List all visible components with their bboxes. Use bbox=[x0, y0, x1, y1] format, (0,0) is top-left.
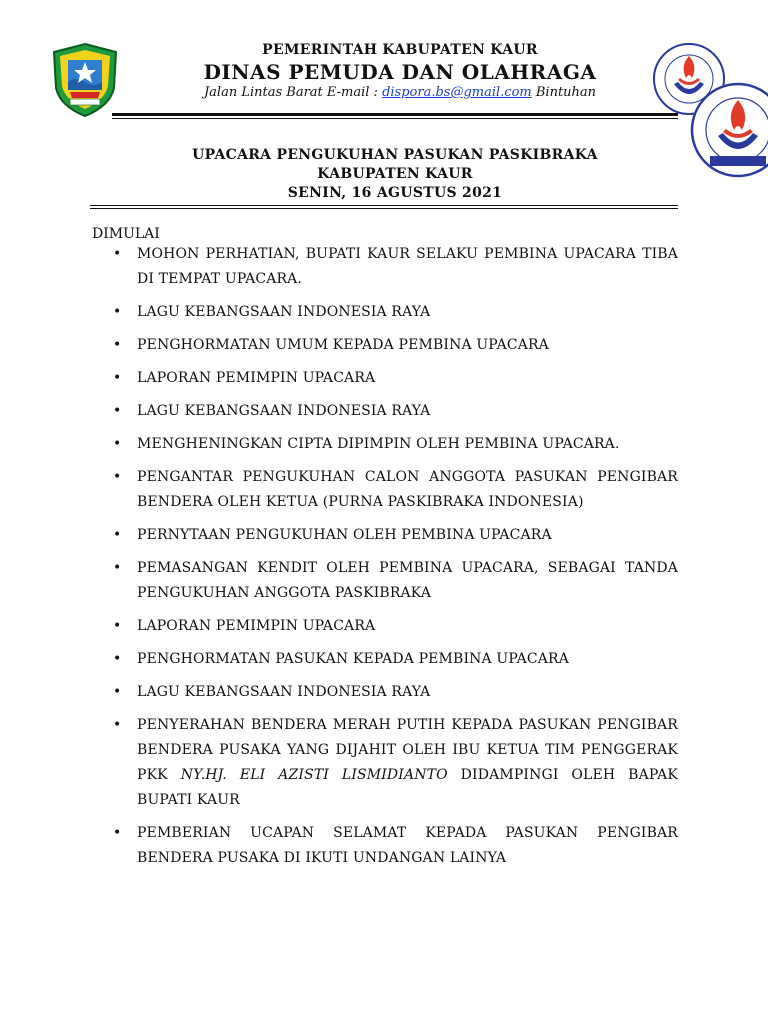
list-item bbox=[112, 713, 678, 813]
list-item bbox=[112, 333, 678, 358]
list-item bbox=[112, 614, 678, 639]
title-divider-bottom bbox=[90, 208, 678, 209]
list-item bbox=[112, 821, 678, 871]
list-item-text: LAGU KEBANGSAAN INDONESIA RAYA bbox=[137, 403, 431, 419]
list-item bbox=[112, 556, 678, 606]
bullet-icon: • bbox=[113, 469, 122, 485]
list-item-text: PENGANTAR PENGUKUHAN CALON ANGGOTA PASUKAN PENGIBAR BENDERA OLEH KETUA (PURNA PASKIBRAKA INDONESIA) bbox=[137, 469, 678, 510]
address-prefix: Jalan Lintas Barat E-mail : bbox=[203, 85, 383, 100]
list-item-text: PEMASANGAN KENDIT OLEH PEMBINA UPACARA, SEBAGAI TANDA PENGUKUHAN ANGGOTA PASKIBRAKA bbox=[137, 560, 678, 601]
list-item-text: MENGHENINGKAN CIPTA DIPIMPIN OLEH PEMBINA UPACARA. bbox=[137, 436, 620, 452]
list-item bbox=[112, 465, 678, 515]
title-divider-top bbox=[90, 205, 678, 206]
list-item bbox=[112, 399, 678, 424]
bullet-icon: • bbox=[113, 684, 122, 700]
list-item-text: PENGHORMATAN UMUM KEPADA PEMBINA UPACARA bbox=[137, 337, 549, 353]
list-item bbox=[112, 647, 678, 672]
list-item-text: LAGU KEBANGSAAN INDONESIA RAYA bbox=[137, 304, 431, 320]
bullet-icon: • bbox=[113, 651, 122, 667]
list-item bbox=[112, 366, 678, 391]
bullet-icon: • bbox=[113, 436, 122, 452]
list-item-text: PENGHORMATAN PASUKAN KEPADA PEMBINA UPACARA bbox=[137, 651, 569, 667]
list-item-text bbox=[137, 717, 678, 808]
bullet-icon: • bbox=[113, 246, 122, 262]
bullet-icon: • bbox=[113, 370, 122, 386]
list-item-text: LAPORAN PEMIMPIN UPACARA bbox=[137, 618, 376, 634]
letterhead-divider-thick bbox=[112, 113, 678, 116]
item-text-part: PENYERAHAN BENDERA MERAH PUTIH KEPADA PASUKAN PENGIBAR BENDERA PUSAKA YANG DIJAHIT OLEH IBU KETUA TIM PENGGERAK PKK bbox=[137, 717, 678, 783]
list-item-text: LAPORAN PEMIMPIN UPACARA bbox=[137, 370, 376, 386]
bullet-icon: • bbox=[113, 825, 122, 841]
document-subtitle: KABUPATEN KAUR bbox=[317, 166, 473, 182]
bullet-icon: • bbox=[113, 560, 122, 576]
letterhead-government: PEMERINTAH KABUPATEN KAUR bbox=[262, 42, 538, 58]
intro-text: DIMULAI bbox=[92, 226, 160, 242]
list-item-text: MOHON PERHATIAN, BUPATI KAUR SELAKU PEMBINA UPACARA TIBA DI TEMPAT UPACARA. bbox=[137, 246, 678, 287]
letterhead-divider-thin bbox=[112, 118, 678, 119]
bullet-icon: • bbox=[113, 304, 122, 320]
list-item-text: PERNYTAAN PENGUKUHAN OLEH PEMBINA UPACARA bbox=[137, 527, 552, 543]
list-item bbox=[112, 523, 678, 548]
list-item bbox=[112, 242, 678, 292]
list-item bbox=[112, 680, 678, 705]
letterhead-agency: DINAS PEMUDA DAN OLAHRAGA bbox=[203, 60, 597, 84]
person-name: NY.HJ. ELI AZISTI LISMIDIANTO bbox=[180, 767, 448, 783]
bullet-icon: • bbox=[113, 527, 122, 543]
list-item-text: LAGU KEBANGSAAN INDONESIA RAYA bbox=[137, 684, 431, 700]
list-item bbox=[112, 300, 678, 325]
bullet-icon: • bbox=[113, 337, 122, 353]
bullet-icon: • bbox=[113, 618, 122, 634]
bullet-icon: • bbox=[113, 717, 122, 733]
email-link[interactable]: dispora.bs@gmail.com bbox=[382, 85, 532, 100]
address-suffix: Bintuhan bbox=[531, 85, 597, 100]
document-date: SENIN, 16 AGUSTUS 2021 bbox=[287, 185, 503, 201]
agenda-list bbox=[112, 242, 678, 879]
list-item-text: PEMBERIAN UCAPAN SELAMAT KEPADA PASUKAN PENGIBAR BENDERA PUSAKA DI IKUTI UNDANGAN LAINYA bbox=[137, 825, 678, 866]
item-text-part: DIDAMPINGI OLEH BAPAK BUPATI KAUR bbox=[137, 767, 678, 808]
document-title: UPACARA PENGUKUHAN PASUKAN PASKIBRAKA bbox=[192, 147, 598, 163]
letterhead-address bbox=[130, 85, 670, 100]
bullet-icon: • bbox=[113, 403, 122, 419]
kaur-regency-logo-icon bbox=[50, 42, 120, 118]
ministry-logo-icon-front bbox=[690, 82, 768, 190]
list-item bbox=[112, 432, 678, 457]
